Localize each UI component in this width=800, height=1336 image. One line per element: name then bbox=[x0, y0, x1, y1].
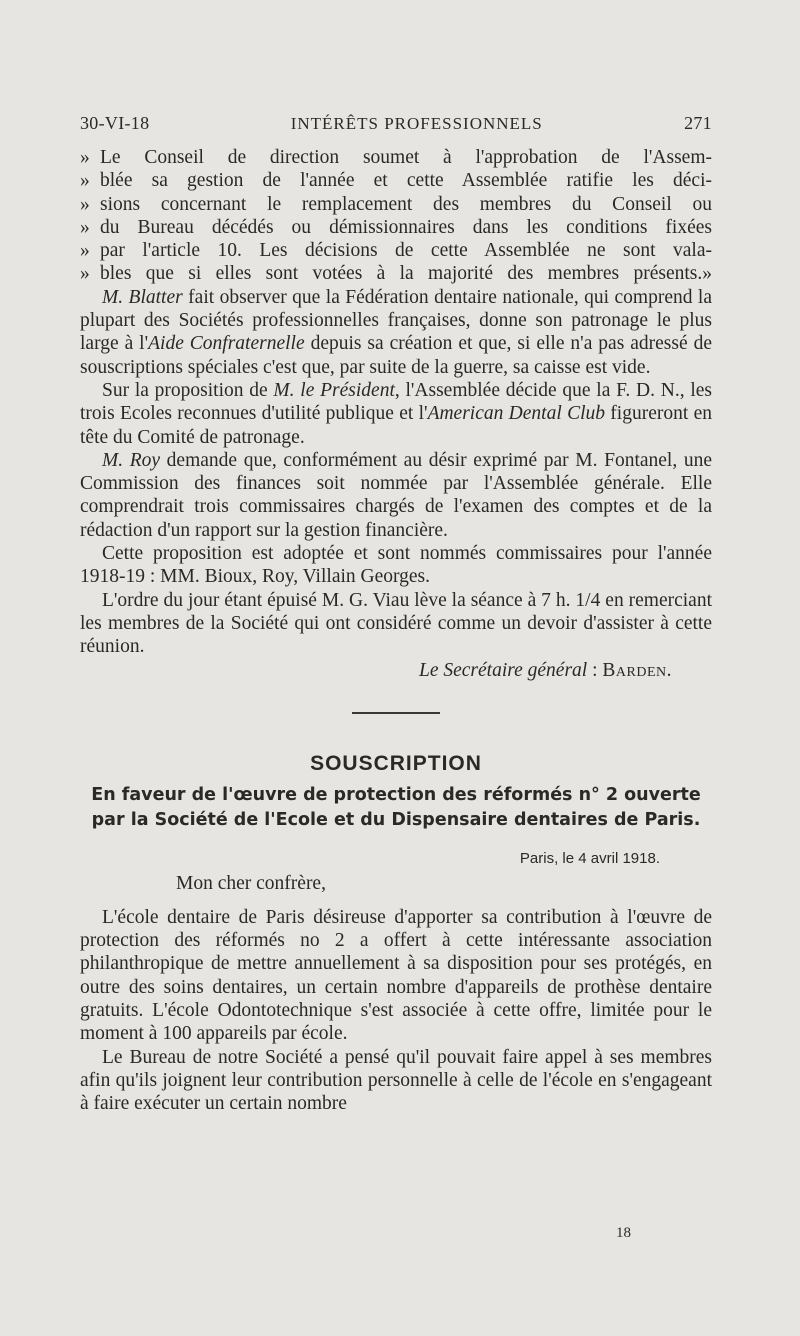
quote-line: » du Bureau décédés ou démissionnaires dans les conditions fixées bbox=[80, 216, 712, 238]
header-title: INTÉRÊTS PROFESSIONNELS bbox=[290, 114, 543, 133]
quote-marker: » bbox=[80, 170, 90, 192]
section-divider bbox=[352, 712, 440, 714]
page-content bbox=[80, 112, 712, 1115]
quote-line: » bles que si elles sont votées à la majorité des membres présents.» bbox=[80, 263, 712, 285]
section-title: SOUSCRIPTION bbox=[310, 751, 482, 775]
quote-marker: » bbox=[80, 193, 90, 215]
letter-dateline: Paris, le 4 avril 1918. bbox=[519, 850, 660, 868]
quote-line: » blée sa gestion de l'année et cette Assemblée ratifie les déci- bbox=[80, 170, 712, 192]
speaker-name: M. Blatter bbox=[102, 286, 183, 308]
paragraph: Sur la proposition de M. le Président, l'Assemblée décide que la F. D. N., les trois Ecoles reconnues d'utilité publique et l'American Dental Club figureront en tête du Comité de patronage. bbox=[80, 379, 712, 448]
paragraph: M. Roy demande que, conformément au désir exprimé par M. Fontanel, une Commission des finances soit nommée par l'Assemblée générale. Elle comprendrait trois commissaires chargés de l'examen des comptes et de la rédaction d'un rapport sur la gestion financière. bbox=[80, 449, 712, 541]
speaker-name: M. le Président bbox=[273, 379, 395, 401]
quoted-article bbox=[80, 146, 712, 286]
signature: Le Secrétaire général : Barden. bbox=[418, 659, 672, 681]
quote-marker: » bbox=[80, 216, 90, 238]
letter-paragraph: L'école dentaire de Paris désireuse d'apporter sa contribution à l'œuvre de protection des réformés no 2 a offert à cette intéressante association philanthropique de mettre annuellement à sa disposition pour ses protégés, en outre des soins dentaires, un certain nombre d'appareils de prothèse dentaire gratuits. L'école Odontotechnique s'est associée à cette offre, limitée pour le moment à 100 appareils par école. bbox=[80, 906, 712, 1045]
paragraph: L'ordre du jour étant épuisé M. G. Viau lève la séance à 7 h. 1/4 en remerciant les membres de la Société qui ont considéré comme un devoir d'assister à cette réunion. bbox=[80, 589, 712, 658]
quote-marker: » bbox=[80, 147, 90, 168]
paragraph: M. Blatter fait observer que la Fédération dentaire nationale, qui comprend la plupart des Sociétés professionnelles françaises, donne son patronage le plus large à l'Aide Confraternelle depuis sa création et que, si elle n'a pas adressé de souscriptions spéciales c'est que, par suite de la guerre, sa caisse est vide. bbox=[80, 286, 713, 378]
quote-line: » sions concernant le remplacement des membres du Conseil ou bbox=[80, 193, 712, 215]
speaker-name: M. Roy bbox=[102, 449, 161, 471]
signature-role: Le Secrétaire général bbox=[418, 659, 588, 681]
quote-line: » Le Conseil de direction soumet à l'approbation de l'Assem- bbox=[80, 147, 712, 168]
section-subtitle: En faveur de l'œuvre de protection des réformés n° 2 ouverte par la Société de l'Ecole et du Dispensaire dentaires de Paris. bbox=[91, 785, 701, 831]
quote-marker: » bbox=[80, 240, 90, 262]
signature-name: Barden. bbox=[602, 659, 672, 681]
page-number: 271 bbox=[684, 113, 712, 133]
running-header bbox=[80, 112, 712, 146]
quote-line: » par l'article 10. Les décisions de cette Assemblée ne sont vala- bbox=[80, 240, 712, 262]
quote-marker: » bbox=[80, 263, 90, 285]
letter-salutation: Mon cher confrère, bbox=[176, 873, 326, 895]
signature-folio: 18 bbox=[616, 1225, 631, 1241]
header-date: 30-VI-18 bbox=[80, 113, 150, 133]
letter-paragraph: Le Bureau de notre Société a pensé qu'il pouvait faire appel à ses membres afin qu'ils joignent leur contribution personnelle à celle de l'école en s'engageant à faire exécuter un certain nombre bbox=[80, 1046, 712, 1115]
paragraph: Cette proposition est adoptée et sont nommés commissaires pour l'année 1918-19 : MM. Bioux, Roy, Villain Georges. bbox=[80, 543, 712, 588]
